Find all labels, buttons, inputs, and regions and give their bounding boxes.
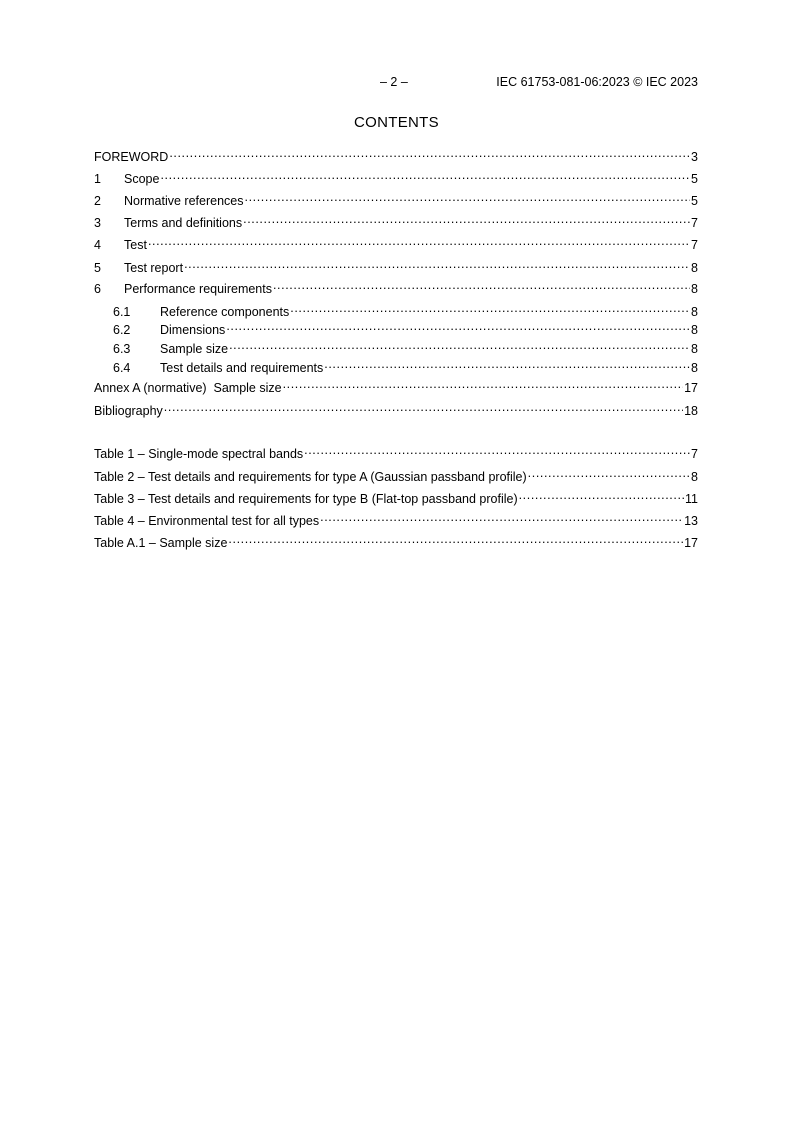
toc-label: Table 1 – Single-mode spectral bands: [94, 447, 304, 461]
toc-entry-table-4[interactable]: [94, 510, 698, 526]
toc-page: 8: [691, 470, 698, 484]
toc-page: 17: [684, 381, 698, 395]
toc-number: 1: [94, 172, 101, 186]
toc-page: 3: [691, 150, 698, 164]
toc-label: Table 4 – Environmental test for all types: [94, 514, 320, 528]
dot-leader: [320, 510, 683, 525]
toc-number: 6.1: [113, 305, 131, 319]
toc-label: Table A.1 – Sample size: [94, 536, 228, 550]
toc-entry-annex-a[interactable]: [94, 377, 698, 393]
toc-page: 17: [684, 536, 698, 550]
toc-number: 2: [94, 194, 101, 208]
toc-page: 8: [691, 342, 698, 356]
dot-leader: [245, 190, 691, 205]
toc-entry-test[interactable]: [94, 234, 698, 250]
toc-number: 6.4: [113, 361, 131, 375]
page-number: – 2 –: [380, 75, 408, 89]
toc-entry-test-report[interactable]: [94, 257, 698, 273]
toc-page: 8: [691, 305, 698, 319]
dot-leader: [283, 377, 684, 392]
dot-leader: [226, 319, 690, 334]
toc-page: 7: [691, 447, 698, 461]
dot-leader: [169, 146, 690, 161]
dot-leader: [228, 532, 683, 547]
toc-page: 8: [691, 282, 698, 296]
toc-label: Annex A (normative) Sample size: [94, 381, 282, 395]
dot-leader: [229, 338, 690, 353]
dot-leader: [184, 257, 690, 272]
toc-label: Bibliography: [94, 404, 163, 418]
dot-leader: [160, 168, 690, 183]
toc-page: 8: [691, 261, 698, 275]
toc-label: Reference components: [160, 305, 290, 319]
toc-page: 11: [685, 492, 698, 506]
toc-label: Dimensions: [160, 323, 226, 337]
toc-page: 18: [684, 404, 698, 418]
toc-entry-table-3[interactable]: [94, 488, 698, 504]
toc-label: Test report: [124, 261, 184, 275]
toc-label: Test: [124, 238, 147, 252]
toc-label: FOREWORD: [94, 150, 169, 164]
page-header: [94, 75, 698, 93]
toc-entry-test-details-and-requirements[interactable]: [113, 357, 698, 373]
toc-label: Sample size: [160, 342, 229, 356]
document-reference: IEC 61753-081-06:2023 © IEC 2023: [496, 75, 698, 89]
toc-page: 8: [691, 323, 698, 337]
toc-page: 8: [691, 361, 698, 375]
toc-number: 6.2: [113, 323, 131, 337]
dot-leader: [528, 466, 690, 481]
dot-leader: [519, 488, 684, 503]
contents-title: CONTENTS: [354, 114, 439, 131]
toc-page: 7: [691, 238, 698, 252]
toc-entry-reference-components[interactable]: [113, 301, 698, 317]
toc-label: Performance requirements: [124, 282, 272, 296]
toc-page: 7: [691, 216, 698, 230]
toc-page: 5: [691, 172, 698, 186]
toc-label: Test details and requirements: [160, 361, 324, 375]
toc-page: 5: [691, 194, 698, 208]
dot-leader: [148, 234, 690, 249]
toc-label: Scope: [124, 172, 160, 186]
dot-leader: [243, 212, 690, 227]
toc-number: 6.3: [113, 342, 131, 356]
toc-label: Table 2 – Test details and requirements for type A (Gaussian passband profile): [94, 470, 527, 484]
toc-number: 6: [94, 282, 101, 296]
toc-entry-table-1[interactable]: [94, 443, 698, 459]
toc-number: 3: [94, 216, 101, 230]
toc-page: 13: [684, 514, 698, 528]
dot-leader: [273, 278, 690, 293]
dot-leader: [164, 400, 683, 415]
toc-entry-scope[interactable]: [94, 168, 698, 184]
toc-entry-sample-size[interactable]: [113, 338, 698, 354]
toc-number: 4: [94, 238, 101, 252]
toc-label: Table 3 – Test details and requirements for type B (Flat-top passband profile): [94, 492, 518, 506]
toc-entry-normative-references[interactable]: [94, 190, 698, 206]
toc-entry-table-a1[interactable]: [94, 532, 698, 548]
toc-entry-table-2[interactable]: [94, 466, 698, 482]
toc-entry-bibliography[interactable]: [94, 400, 698, 416]
toc-entry-performance-requirements[interactable]: [94, 278, 698, 294]
dot-leader: [324, 357, 690, 372]
toc-number: 5: [94, 261, 101, 275]
toc-entry-terms-and-definitions[interactable]: [94, 212, 698, 228]
toc-label: Normative references: [124, 194, 244, 208]
toc-label: Terms and definitions: [124, 216, 243, 230]
dot-leader: [290, 301, 690, 316]
toc-entry-dimensions[interactable]: [113, 319, 698, 335]
dot-leader: [304, 443, 690, 458]
toc-entry-foreword[interactable]: [94, 146, 698, 162]
